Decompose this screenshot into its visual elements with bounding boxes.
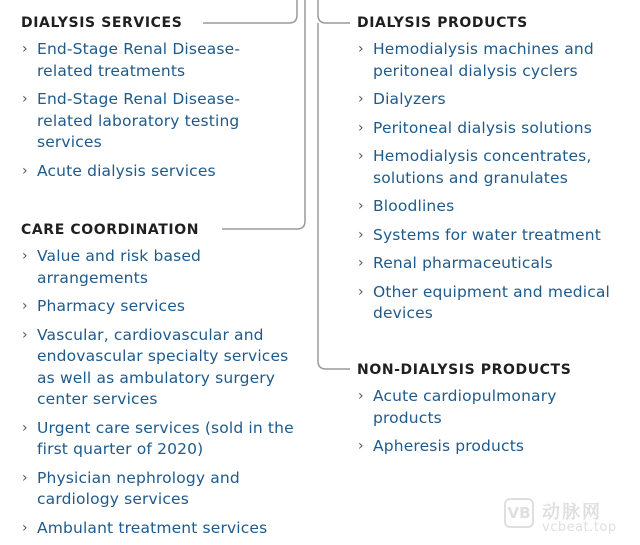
list-item-label: Apheresis products: [373, 437, 525, 455]
list-item-label: Renal pharmaceuticals: [373, 254, 553, 272]
chevron-right-icon: ›: [358, 283, 364, 300]
chevron-right-icon: ›: [22, 326, 28, 343]
list-item-label: Bloodlines: [373, 197, 455, 215]
chevron-right-icon: ›: [22, 162, 28, 179]
list-item-label: Acute dialysis services: [37, 161, 216, 180]
section-title: DIALYSIS PRODUCTS: [357, 15, 528, 31]
list-item-label: Ambulant treatment services: [37, 518, 268, 537]
connector-right-top: [318, 0, 350, 23]
section-dialysis-services: [21, 14, 291, 182]
list-item: [357, 386, 627, 429]
chevron-right-icon: ›: [358, 226, 364, 243]
item-list: [21, 39, 291, 182]
list-item-label: Peritoneal dialysis solutions: [373, 118, 592, 137]
list-item-label: End-Stage Renal Disease-related treatments: [37, 40, 241, 80]
list-item: [357, 282, 627, 325]
connector-right-bottom: [318, 23, 350, 369]
item-list: [357, 386, 627, 458]
list-item-label: Acute cardiopulmonary products: [373, 387, 557, 427]
watermark-logo-icon: [504, 498, 534, 528]
list-item: [21, 418, 306, 461]
list-item: [21, 518, 306, 540]
list-item-label: Systems for water treatment: [373, 225, 601, 244]
section-title: CARE COORDINATION: [21, 222, 200, 238]
list-item: [357, 118, 627, 140]
section-care-coordination: [21, 221, 306, 539]
item-list: [21, 246, 306, 539]
list-item: [21, 468, 306, 511]
list-item: [357, 253, 627, 275]
watermark-logo-text: VB: [507, 504, 531, 522]
watermark-brand: 动脉网: [542, 502, 602, 523]
list-item: [21, 325, 306, 411]
list-item: [21, 39, 291, 82]
list-item-label: Physician nephrology and cardiology services: [37, 468, 240, 508]
chevron-right-icon: ›: [358, 148, 364, 164]
list-item-label: Value and risk based arrangements: [37, 247, 202, 287]
chevron-right-icon: ›: [22, 469, 28, 486]
list-item: [357, 89, 627, 111]
list-item: [357, 39, 627, 82]
item-list: [357, 39, 627, 325]
list-item-label: Pharmacy services: [37, 297, 186, 315]
chevron-right-icon: ›: [358, 198, 364, 214]
list-item-label: Vascular, cardiovascular and endovascular specialty services as well as ambulatory surgery center services: [37, 325, 289, 408]
list-item: [357, 146, 627, 189]
list-item-label: Dialyzers: [373, 90, 446, 108]
chevron-right-icon: ›: [358, 438, 364, 454]
watermark-url: vcbeat.top: [542, 520, 617, 535]
chevron-right-icon: ›: [22, 419, 28, 436]
chevron-right-icon: ›: [358, 91, 364, 107]
chevron-right-icon: ›: [22, 41, 28, 57]
list-item-label: Other equipment and medical devices: [373, 282, 610, 322]
list-item-label: Hemodialysis concentrates, solutions and granulates: [373, 147, 592, 187]
chevron-right-icon: ›: [358, 255, 364, 271]
list-item-label: Urgent care services (sold in the first quarter of 2020): [37, 418, 294, 458]
list-item-label: End-Stage Renal Disease-related laboratory testing services: [37, 90, 241, 151]
chevron-right-icon: ›: [358, 41, 364, 57]
list-item: [21, 89, 291, 154]
section-title: DIALYSIS SERVICES: [21, 15, 183, 31]
list-item: [357, 196, 627, 218]
list-item: [21, 296, 306, 318]
list-item-label: Hemodialysis machines and peritoneal dialysis cyclers: [373, 40, 594, 80]
chevron-right-icon: ›: [358, 388, 364, 404]
chevron-right-icon: ›: [22, 248, 28, 264]
chevron-right-icon: ›: [22, 298, 28, 314]
section-title: NON-DIALYSIS PRODUCTS: [357, 362, 572, 378]
chevron-right-icon: ›: [22, 519, 28, 536]
section-dialysis-products: [357, 14, 627, 325]
chevron-right-icon: ›: [358, 119, 364, 136]
watermark: [504, 498, 634, 540]
list-item: [21, 161, 291, 183]
list-item: [357, 436, 627, 458]
list-item: [357, 225, 627, 247]
list-item: [21, 246, 306, 289]
chevron-right-icon: ›: [22, 91, 28, 107]
section-non-dialysis-products: [357, 361, 627, 458]
